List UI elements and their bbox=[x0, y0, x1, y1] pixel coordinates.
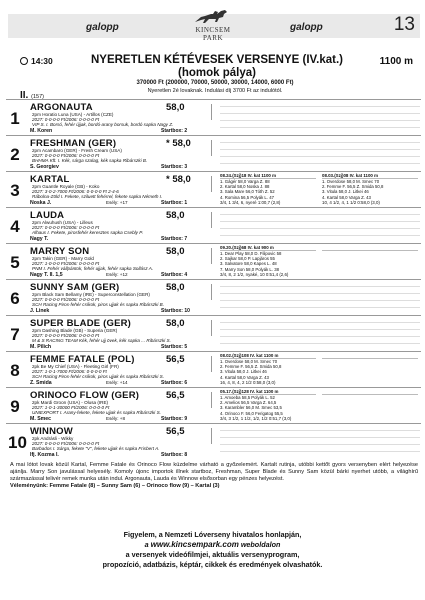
horse-record: 2027: 1-0-0-0 Ft/2006: 0-0-0-0 Ft bbox=[32, 261, 100, 266]
horse-weight: 56,5 bbox=[166, 390, 185, 401]
horse-record: 2027: 1-0-1-30000 Ft/2006: 0-0-0-0 Ft bbox=[32, 405, 110, 410]
horse-name: MARRY SON bbox=[30, 246, 90, 257]
header-left-label: galopp bbox=[86, 22, 119, 33]
empty-form-lines bbox=[220, 136, 420, 172]
footer-line-1: Figyelem, a Nemzeti Lóverseny hivatalos honlapján, bbox=[123, 530, 302, 539]
form-result-text: 1. Dear Play 58,0 D. Filipovic 58 bbox=[220, 251, 282, 256]
horse-pedigree: 2pm Alwuhush (USA) - Lilleus bbox=[32, 220, 93, 225]
horse-owner-colors: UNIEXPORT I. Arany-fekete, fekete ujjak és sapka Ribárszki S. bbox=[32, 410, 161, 415]
startbox: Startbox: 6 bbox=[161, 380, 188, 386]
jockey-name: Ifj. Kozma I. bbox=[30, 452, 59, 458]
startbox: Startbox: 8 bbox=[161, 452, 188, 458]
empty-form-lines bbox=[220, 316, 420, 352]
horse-record: 2027: 0-0-0-0 Ft/2006: 0-0-0-0 Ft bbox=[32, 441, 100, 446]
horse-pedigree: 2pm Acambaro (GER) - Fresh Cream (USA) bbox=[32, 148, 122, 153]
form-block bbox=[220, 389, 420, 421]
form-result-text: 4. Kartal 58,0 Varga Z. 43 bbox=[220, 374, 269, 380]
entry-row bbox=[6, 135, 421, 171]
startbox: Startbox: 1 bbox=[161, 200, 188, 206]
jockey-name: Noska J. bbox=[30, 200, 52, 206]
horse-pedigree: 2pm Black Sam Bellamy (IRE) - Superconstellation (GER) bbox=[32, 292, 150, 297]
empty-form-lines bbox=[220, 100, 420, 136]
race-time bbox=[20, 56, 53, 66]
note-box bbox=[211, 212, 219, 228]
kincsem-park-logo bbox=[185, 8, 241, 42]
entry-number: 1 bbox=[10, 109, 20, 128]
footer-line-2-suffix: weboldalon bbox=[240, 540, 281, 549]
jockey-name: Nagy T. II. 1,5 bbox=[30, 272, 63, 278]
entry-number: 6 bbox=[10, 289, 20, 308]
footer-line-3: a versenyek videófilmjei, aktuális versenyprogram, bbox=[125, 550, 300, 559]
tips-value: Femme Fatale (8) – Sunny Sam (6) – Orinoco flow (9) – Kartal (3) bbox=[49, 483, 220, 489]
startbox: Startbox: 2 bbox=[161, 128, 188, 134]
entry-number: 3 bbox=[10, 181, 20, 200]
horse-pedigree: 2pk Mardi Groon (USA) - Olusa (IRE) bbox=[32, 400, 109, 405]
race-time-value: 14:30 bbox=[31, 56, 53, 66]
jockey-name: M. Smec bbox=[30, 416, 52, 422]
jockey-name: Z. Smida bbox=[30, 380, 52, 386]
entry-row bbox=[6, 279, 421, 315]
form-header bbox=[322, 245, 418, 251]
horse-owner-colors: VIP S. I. Borsó, fehér újjak, bordó-arany borsuk, bordó sapka Nagy Z. bbox=[32, 122, 174, 127]
header-right-label: galopp bbox=[290, 22, 323, 33]
clock-icon bbox=[20, 57, 28, 65]
entry-number: 7 bbox=[10, 325, 20, 344]
horse-owner-colors: PNM I. Fehér vállpántok, fehér ujjak, fehér sapka Sollász A. bbox=[32, 266, 154, 271]
entries-list bbox=[6, 99, 421, 459]
horse-name: WINNOW bbox=[30, 426, 73, 437]
race-conditions: Nyeretlen 2é lovaknak. Indulási díj 3700 Ft az indulótól. bbox=[147, 88, 283, 94]
horse-weight: 58,0 bbox=[166, 282, 185, 293]
form-block bbox=[220, 353, 420, 385]
form-result-text: 1. Overdose 58,0 M. Smec 70 bbox=[220, 359, 278, 364]
form-result-text: 2. Amelios 56,5 Varga Z. 64,5 bbox=[220, 400, 277, 406]
horse-weight: 58,0 bbox=[166, 210, 185, 221]
jockey-name: M. Koren bbox=[30, 128, 53, 134]
form-result-text: 4. Kartal 58,0 Varga Z. 43 bbox=[322, 194, 371, 200]
entry-row bbox=[6, 351, 421, 387]
horse-name: FRESHMAN (GER) bbox=[30, 138, 117, 149]
form-result-text: 4. Orinoco F. 56,0 Ferigatog 55,5 bbox=[220, 410, 283, 416]
horse-weight: 58,0 bbox=[166, 246, 185, 257]
horse-name: SUNNY SAM (GER) bbox=[30, 282, 120, 293]
form-result-text: 3. Vitula 58,0 J. Litkei 46 bbox=[220, 369, 267, 375]
form-header: 05.17.(Szj)128 IV. kat 1100 m bbox=[220, 389, 316, 395]
form-result-text: 3. Karambler 56,0 M. Smec 53,5 bbox=[220, 405, 282, 411]
horse-owner-colors: Alhaus I. Fekete, pirosfehér keresztes sapka Csebly P. bbox=[32, 230, 143, 235]
horse-owner-colors: BHHMA Kft. I. Kék, sárga szalag, kék sapka Ribárszki B. bbox=[32, 158, 148, 163]
empty-form-lines bbox=[220, 208, 420, 244]
note-box bbox=[211, 104, 219, 120]
race-prizes: 370000 Ft (200000, 70000, 50000, 30000, 14000, 6000 Ft) bbox=[136, 80, 294, 86]
horse-pedigree: 2pk Andrásli - Wikky bbox=[32, 436, 74, 441]
entry-row bbox=[6, 243, 421, 279]
entry-row bbox=[6, 99, 421, 135]
horse-pedigree: 2pm Dashing Blade (GB) - Superia (GER) bbox=[32, 328, 118, 333]
horse-record: 2027: 0-0-0-0 Ft/2006: 0-0-0-0 Ft bbox=[32, 297, 100, 302]
footer-line-2-prefix: a bbox=[144, 540, 149, 549]
page-number: 13 bbox=[393, 14, 415, 35]
horse-weight: 56,5 bbox=[166, 354, 185, 365]
horse-owner-colors: SCH Racing Piros-fehér csíkok, piros ujjak és sapka Ribárszki S. bbox=[32, 374, 164, 379]
startbox: Startbox: 10 bbox=[161, 308, 190, 314]
form-header bbox=[322, 389, 418, 395]
note-box bbox=[211, 176, 219, 192]
form-result-text: 4. Romina 56,5 Polyák L. 47 bbox=[220, 194, 274, 200]
horse-pedigree: 2pk Be My Chief (USA) - Fleeting Girl (FR) bbox=[32, 364, 119, 369]
form-block bbox=[220, 173, 420, 205]
horse-record: 2027: 3-0-2-7000 Ft/2006: 0-0-0-0 Ft 2-4-6 bbox=[32, 189, 119, 194]
race-number-sub: (157) bbox=[31, 94, 44, 100]
horse-record: 2027: 1-0-1-7000 Ft/2006: 0-0-0-0 Ft bbox=[32, 369, 107, 374]
form-footer: 16, 4, 8, 4, 2 1/2 0:58,0 (3,0) bbox=[220, 379, 276, 385]
form-result-text: 7. Marry Son 58,0 Polyák L. 38 bbox=[220, 266, 279, 272]
horse-name: FEMME FATALE (POL) bbox=[30, 354, 135, 365]
jockey-name: S. Georgiev bbox=[30, 164, 59, 170]
horse-name: KARTAL bbox=[30, 174, 70, 185]
startbox: Startbox: 9 bbox=[161, 416, 188, 422]
form-result-text: 3. Salvatore 58,0 Kapes L. 48 bbox=[220, 261, 277, 267]
form-result-text: 2. Sajkar 58,0 P. Lapjáros 55 bbox=[220, 256, 275, 262]
form-footer: 3/4, 1 3/4, 6, nyeré 1:00,7 (2,8) bbox=[220, 199, 281, 205]
form-result-text: 2. Femme F. 56,5 Z. Smida 50,8 bbox=[220, 364, 282, 370]
race-distance: 1100 m bbox=[379, 56, 413, 67]
race-number-value: II. bbox=[20, 90, 29, 101]
horse-record: 2027: 0-0-0-0 Ft/2006: 0-0-0-0 Ft bbox=[32, 117, 100, 122]
horse-record: 2027: 0-0-0-0 Ft/2006: 0-0-0-0 Ft bbox=[32, 153, 100, 158]
note-box bbox=[211, 356, 219, 372]
note-box bbox=[211, 248, 219, 264]
entry-number: 2 bbox=[10, 145, 20, 164]
entry-row bbox=[6, 423, 421, 459]
race-title-line: NYERETLEN KÉTÉVESEK VERSENYE (IV.kat.) bbox=[90, 54, 343, 66]
race-title bbox=[72, 54, 362, 80]
empty-form-lines bbox=[220, 424, 420, 460]
note-box bbox=[211, 428, 219, 444]
empty-form-lines bbox=[220, 280, 420, 316]
footer-line-2 bbox=[0, 540, 425, 550]
jockey-name: Nagy T. bbox=[30, 236, 49, 242]
horse-name: LAUDA bbox=[30, 210, 65, 221]
footer-notice bbox=[0, 530, 425, 570]
horse-owner-colors: Rábolna-Zöld I. Fekete, sziluett fehérrel, fekete sapka Németh I. bbox=[32, 194, 163, 199]
form-footer: 3/4, 3 1/2, 1 1/2, 1/2, 1/2 0:51,7 (3,0) bbox=[220, 415, 292, 421]
jockey-name: M. Pilich bbox=[30, 344, 52, 350]
startbox: Startbox: 4 bbox=[161, 272, 188, 278]
tips-label: Véleményünk: bbox=[10, 483, 48, 489]
horse-weight: 58,0 bbox=[166, 318, 185, 329]
horse-weight: * 58,0 bbox=[166, 138, 191, 149]
horse-weight: * 58,0 bbox=[166, 174, 191, 185]
form-header: 09.20.(Szj)68 IV. kat 900 m bbox=[220, 245, 316, 251]
horse-owner-colors: Barbados I. Sárga, fekete "V", fekete ujjak és sapka Frisbert A. bbox=[32, 446, 160, 451]
odds-chance: Esély: +8 bbox=[106, 416, 126, 421]
entry-number: 4 bbox=[10, 217, 20, 236]
startbox: Startbox: 7 bbox=[161, 236, 188, 242]
logo-text: KINCSEM PARK bbox=[195, 26, 231, 42]
form-header: 08.02.(Szj)108 IV. kat 1100 m bbox=[220, 353, 316, 359]
entry-row bbox=[6, 171, 421, 207]
horse-pedigree: 2pm Horatio Luna (USA) - Artillos (CZE) bbox=[32, 112, 114, 117]
odds-chance: Esély: +14 bbox=[106, 380, 128, 385]
form-result-text: 2. Kartal 58,0 Noska J. 88 bbox=[220, 184, 270, 190]
form-header bbox=[322, 353, 418, 359]
form-result-text: 1. Gágér 58,0 Varga Z. 88 bbox=[220, 179, 270, 184]
horse-pedigree: 2pm Guantle Royale (GB) - Koko bbox=[32, 184, 100, 189]
website-link[interactable]: www.kincsempark.com bbox=[150, 540, 239, 549]
jockey-name: J. Linek bbox=[30, 308, 50, 314]
horse-icon bbox=[191, 8, 235, 26]
odds-chance: Esély: +12 bbox=[106, 272, 128, 277]
form-header: 08.03.(Szj)08 IV. kat 1100 m bbox=[322, 173, 418, 179]
form-result-text: 3. Vitula 58,0 J. Litkei 46 bbox=[322, 189, 369, 195]
form-result-text: 3. Sala Mare 56,0 Tóth Z. 52 bbox=[220, 189, 275, 195]
form-footer: 3/4, 8, 2 1/2, nyaké, 10 0:51,4 (2,6) bbox=[220, 271, 289, 277]
horse-record: 2027: 0-0-0-0 Ft/2006: 0-0-0-0 Ft bbox=[32, 225, 100, 230]
race-subtitle: (homok pálya) bbox=[178, 67, 256, 79]
entry-row bbox=[6, 387, 421, 423]
note-box bbox=[211, 392, 219, 408]
entry-number: 9 bbox=[10, 397, 20, 416]
entry-number: 8 bbox=[10, 361, 20, 380]
form-footer: 10, 4 1/2, 4, 1 1/2 0:58,0 (3,0) bbox=[322, 199, 380, 205]
horse-owner-colors: M & S RACING TEAM Kék, fehér ujj övek, kék sapka ... Ribárszki S. bbox=[32, 338, 171, 343]
horse-name: SUPER BLADE (GER) bbox=[30, 318, 132, 329]
form-result-text: 2. Femme F. 56,5 Z. Smida 50,8 bbox=[322, 184, 384, 190]
summary-text: A mai lótot lovak közül Kartal, Femme Fatale és Orinoco Flow küzdelme várható a győzelemért. Kartalt rutinja, utóbbi kettőt gyors versenyben elért helyezése ajánlja. Marry Son javulással helyesély. Komoly újonc importok illnek startboz, Freshman, Super Blade és Sunny Sam közül bárki nyerhet utóbb, a világhírű származással telivér remek munka után indul. Argonauta, Lauda és Winnow elsősorban egy pénzes helyezést. bbox=[10, 462, 418, 482]
note-box bbox=[211, 320, 219, 336]
footer-line-4: propozíció, adatbázis, képtár, cikkek és eredmények olvashatók. bbox=[102, 560, 323, 569]
form-block bbox=[220, 245, 420, 277]
entry-number: 5 bbox=[10, 253, 20, 272]
horse-weight: 58,0 bbox=[166, 102, 185, 113]
odds-chance: Esély: +17 bbox=[106, 200, 128, 205]
horse-owner-colors: SCH Racing Piros-fehér csíkok, piros ujjak és sapka Ribárszki B. bbox=[32, 302, 164, 307]
race-summary bbox=[10, 462, 418, 490]
horse-record: 2027: 0-0-0-0 Ft/2006: 0-0-0-0 Ft bbox=[32, 333, 100, 338]
startbox: Startbox: 3 bbox=[161, 164, 188, 170]
note-box bbox=[211, 140, 219, 156]
entry-row bbox=[6, 315, 421, 351]
horse-pedigree: 2pm Takin (GER) - Marry Gold bbox=[32, 256, 94, 261]
horse-name: ARGONAUTA bbox=[30, 102, 93, 113]
form-header: 08.24.(Szj)18 IV. kat 1100 m bbox=[220, 173, 316, 179]
horse-weight: 56,5 bbox=[166, 426, 185, 437]
form-result-text: 1. Overdose 58,0 M. Smec 70 bbox=[322, 179, 380, 184]
entry-number: 10 bbox=[8, 433, 27, 452]
entry-row bbox=[6, 207, 421, 243]
startbox: Startbox: 5 bbox=[161, 344, 188, 350]
form-result-text: 1. Amoeba 58,5 Polyák L. 52 bbox=[220, 395, 275, 400]
horse-name: ORINOCO FLOW (GER) bbox=[30, 390, 140, 401]
note-box bbox=[211, 284, 219, 300]
